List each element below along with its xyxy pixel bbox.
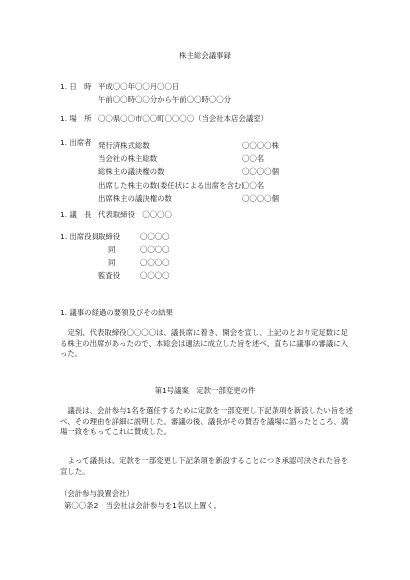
agenda-title: 第1号議案 定款一部変更の件 [154, 386, 256, 395]
attendee-row-label: 出席株主の議決権の数 [98, 194, 172, 203]
attendees-label: 1. 出席者 [60, 138, 92, 147]
agenda-paragraph: 議長は、会計参与1名を選任するために定款を一部変更し下記条項を新設したい旨を述べ、その理由を詳細に説明した。審議の後、議長がその賛否を議場に諮ったところ、満場一致をもってこれに賛成した。 [60, 406, 353, 437]
proceedings-paragraph: 定刻、代表取締役〇〇〇〇は、議長席に着き、開会を宣し、上記のとおり定足数に足る株主の出席があったので、本総会は適法に成立した旨を述べ、直ちに議事の審議に入った。 [60, 328, 349, 359]
attendee-row-label: 発行済株式総数 [98, 141, 150, 150]
attendee-row-value: 〇〇〇〇個 [242, 194, 279, 203]
place-value: 〇〇県〇〇市〇〇町〇〇〇〇（当会社本店会議室） [98, 114, 268, 123]
datetime-time: 午前〇〇時〇〇分から午前〇〇時〇〇分 [98, 95, 232, 104]
officer-name: 〇〇〇〇 [140, 258, 170, 267]
chair-value: 代表取締役 〇〇〇〇 [98, 210, 172, 219]
document-title: 株主総会議事録 [179, 51, 231, 60]
officer-name: 〇〇〇〇 [140, 271, 170, 280]
article-text: 第〇〇条2 当会社は会計参与を1名以上置く。 [64, 501, 222, 510]
datetime-label: 1. 日 時 [60, 82, 92, 91]
officer-name: 〇〇〇〇 [140, 245, 170, 254]
attendee-row-value: 〇〇名 [242, 154, 265, 163]
chair-label: 1. 議 長 [60, 210, 92, 219]
officer-role: 同 [108, 258, 116, 267]
attendee-row-value: 〇〇名 [242, 181, 265, 190]
agenda-resolution: よって議長は、定款を一部変更し下記条項を新設することにつき承認可決された旨を宣した。 [60, 456, 349, 476]
attendee-row-label: 出席した株主の数(委任状による出席を含む) [98, 181, 245, 190]
officer-role: 監査役 [98, 271, 121, 280]
article-header: （会計参与設置会社） [60, 489, 134, 498]
attendee-row-value: 〇〇〇〇個 [242, 167, 279, 176]
attendee-row-label: 総株主の議決権の数 [98, 167, 165, 176]
officer-role: 取締役 [98, 232, 121, 241]
officers-label: 1. 出席役員 [60, 232, 99, 241]
attendee-row-value: 〇〇〇〇株 [242, 141, 279, 150]
datetime-date: 平成〇〇年〇〇月〇〇日 [98, 82, 180, 91]
place-label: 1. 場 所 [60, 114, 92, 123]
officer-name: 〇〇〇〇 [140, 232, 170, 241]
officer-role: 同 [108, 245, 116, 254]
proceedings-heading: 1. 議事の経過の要領及びその結果 [60, 308, 173, 317]
attendee-row-label: 当会社の株主総数 [98, 154, 158, 163]
